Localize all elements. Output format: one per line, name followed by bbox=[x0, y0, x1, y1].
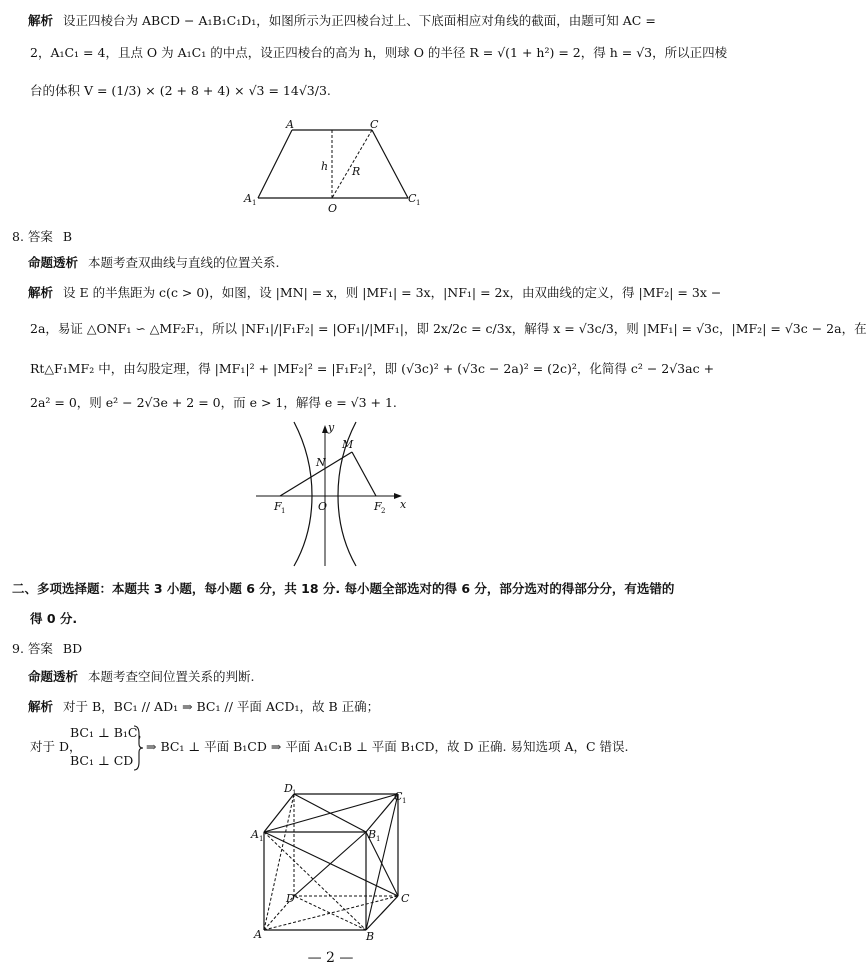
label-B1: B bbox=[368, 828, 377, 841]
brace bbox=[132, 724, 144, 772]
svg-text:1: 1 bbox=[281, 507, 286, 515]
q9-cond1: BC₁ ⊥ B₁C， bbox=[70, 725, 150, 740]
section2-line1: 二、多项选择题：本题共 3 小题，每小题 6 分，共 18 分. 每小题全部选对的得 6 分，部分选对的得部分分，有选错的 bbox=[12, 581, 675, 596]
svg-text:1: 1 bbox=[252, 199, 257, 207]
label-F2: F bbox=[374, 500, 382, 513]
q9-d-prefix: 对于 D， bbox=[30, 739, 82, 754]
label-C: C bbox=[370, 118, 379, 131]
label-F1: F bbox=[274, 500, 282, 513]
trapezoid-figure bbox=[230, 118, 440, 218]
svg-text:1: 1 bbox=[416, 199, 421, 207]
label-D: D bbox=[286, 892, 295, 905]
svg-text:2: 2 bbox=[381, 507, 386, 515]
label-A1: A bbox=[251, 828, 259, 841]
label-A: A bbox=[254, 928, 262, 941]
label-C1: C bbox=[408, 192, 417, 205]
page-number: — 2 — bbox=[307, 950, 354, 966]
q9-insight-line: 命题透析 本题考查空间位置关系的判断. bbox=[28, 669, 255, 684]
p7-line1: 解析 设正四棱台为 ABCD − A₁B₁C₁D₁，如图所示为正四棱台过上、下底面相应对角线的截面，由题可知 AC = bbox=[28, 13, 656, 28]
q9-cond2: BC₁ ⊥ CD bbox=[70, 753, 134, 768]
q9-answer-line: 9. 答案 BD bbox=[12, 641, 83, 656]
label-y: y bbox=[328, 421, 335, 434]
q8-answer-line: 8. 答案 B bbox=[12, 229, 73, 244]
label-A1: A bbox=[244, 192, 252, 205]
p7-line2: 2，A₁C₁ = 4，且点 O 为 A₁C₁ 的中点，设正四棱台的高为 h，则球 O 的半径 R = √(1 + h²) = 2，得 h = √3，所以正四棱 bbox=[30, 45, 728, 60]
label-x: x bbox=[400, 498, 407, 511]
label-M: M bbox=[342, 438, 354, 451]
p7-line3: 台的体积 V = (1/3) × (2 + 8 + 4) × √3 = 14√3/3. bbox=[30, 83, 331, 98]
cube-figure bbox=[248, 778, 418, 946]
label-O: O bbox=[318, 500, 328, 513]
q9-line1: 解析 对于 B，BC₁ // AD₁ ⇒ BC₁ // 平面 ACD₁，故 B 正确； bbox=[28, 699, 380, 714]
label-D1: D bbox=[284, 782, 293, 795]
label-B: B bbox=[366, 930, 375, 943]
hyperbola-figure bbox=[250, 418, 420, 570]
q8-line1: 解析 设 E 的半焦距为 c(c > 0)，如图，设 |MN| = x，则 |MF₁| = 3x，|NF₁| = 2x，由双曲线的定义，得 |MF₂| = 3x − bbox=[28, 285, 722, 300]
q9-d-rest: ⇒ BC₁ ⊥ 平面 B₁CD ⇒ 平面 A₁C₁B ⊥ 平面 B₁CD，故 D 正确. 易知选项 A，C 错误. bbox=[146, 739, 629, 754]
label-O: O bbox=[328, 202, 338, 215]
svg-text:1: 1 bbox=[259, 835, 264, 843]
label-C: C bbox=[401, 892, 410, 905]
svg-text:1: 1 bbox=[402, 797, 407, 805]
label-R: R bbox=[352, 165, 361, 178]
svg-text:1: 1 bbox=[376, 835, 381, 843]
label-C1: C bbox=[394, 790, 403, 803]
q8-line3: Rt△F₁MF₂ 中，由勾股定理，得 |MF₁|² + |MF₂|² = |F₁F₂|²，即 (√3c)² + (√3c − 2a)² = (2c)²，化简得 c² − 2√3ac + bbox=[30, 361, 715, 376]
section2-line2: 得 0 分. bbox=[30, 611, 78, 626]
label-N: N bbox=[316, 456, 326, 469]
q8-line4: 2a² = 0，则 e² − 2√3e + 2 = 0，而 e > 1，解得 e = √3 + 1. bbox=[30, 395, 397, 410]
q8-insight-line: 命题透析 本题考查双曲线与直线的位置关系. bbox=[28, 255, 280, 270]
p7-label: 解析 bbox=[28, 13, 54, 28]
svg-text:1: 1 bbox=[292, 789, 297, 797]
q8-line2: 2a，易证 △ONF₁ ∽ △MF₂F₁，所以 |NF₁|/|F₁F₂| = |OF₁|/|MF₁|，即 2x/2c = c/3x，解得 x = √3c/3，则 |MF₁| = √3c，|MF₂| = √3c − 2a，在 bbox=[30, 321, 867, 336]
label-h: h bbox=[321, 160, 329, 173]
label-A: A bbox=[286, 118, 294, 131]
